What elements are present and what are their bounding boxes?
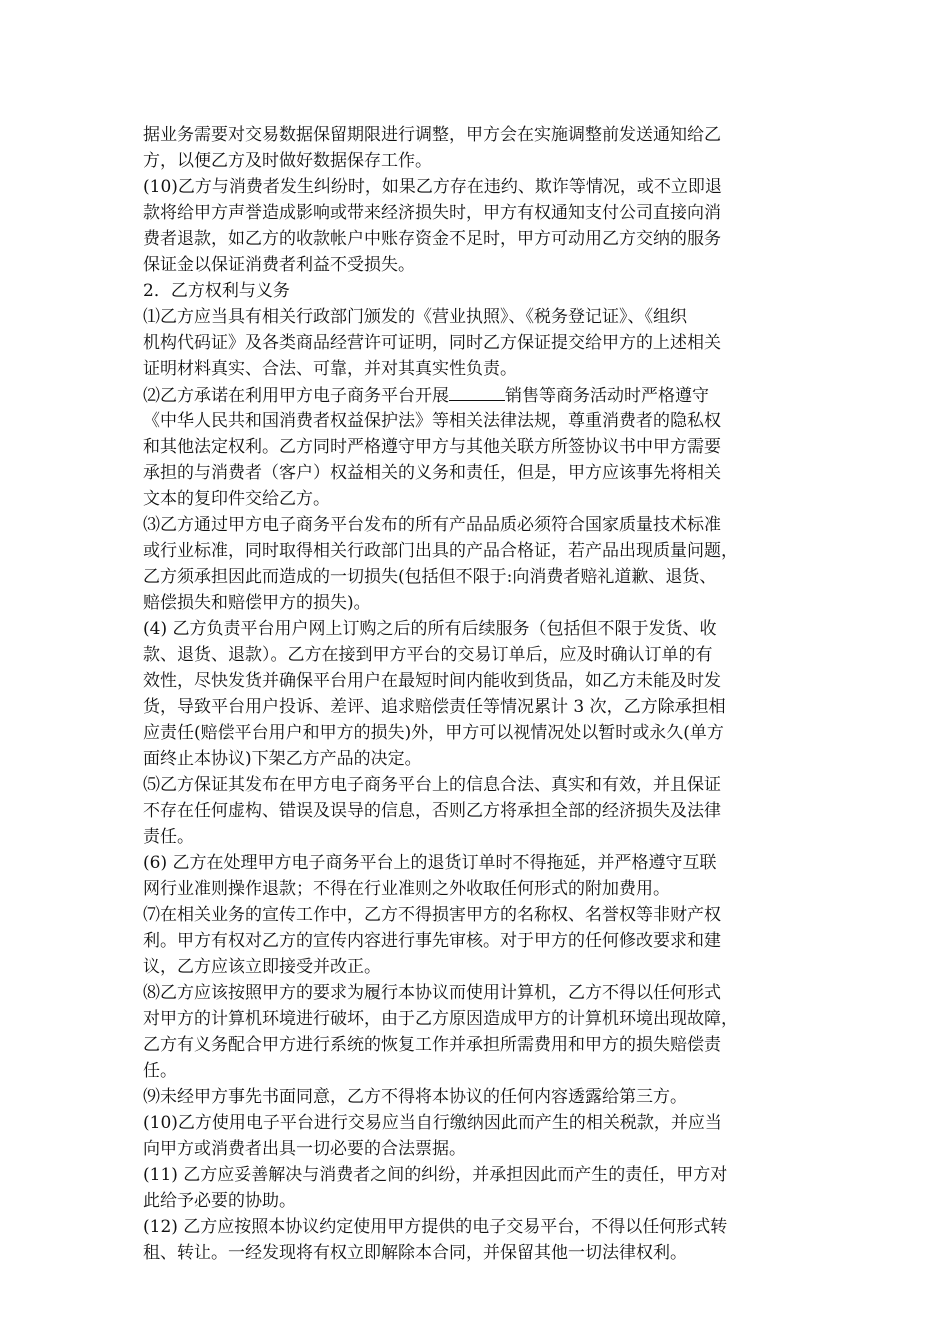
text-line: 款、退货、退款）。乙方在接到甲方平台的交易订单后，应及时确认订单的有 [143, 645, 713, 665]
text-line: 款将给甲方声誉造成影响或带来经济损失时，甲方有权通知支付公司直接向消 [143, 203, 721, 223]
text-line: ⑺在相关业务的宣传工作中，乙方不得损害甲方的名称权、名誉权等非财产权 [143, 905, 721, 925]
text-line: (11) 乙方应妥善解决与消费者之间的纠纷，并承担因此而产生的责任，甲方对 [143, 1165, 728, 1185]
text-line: 此给予必要的协助。 [143, 1191, 296, 1211]
text-line: 保证金以保证消费者利益不受损失。 [143, 255, 415, 275]
text-segment: ⑵乙方承诺在利用甲方电子商务平台开展 [143, 386, 449, 406]
text-line: 效性，尽快发货并确保平台用户在最短时间内能收到货品，如乙方未能及时发 [143, 671, 721, 691]
text-line: (6) 乙方在处理甲方电子商务平台上的退货订单时不得拖延，并严格遵守互联 [143, 853, 717, 873]
text-line: 货，导致平台用户投诉、差评、追求赔偿责任等情况累计 3 次，乙方除承担相 [143, 697, 726, 717]
text-line: 费者退款，如乙方的收款帐户中账存资金不足时，甲方可动用乙方交纳的服务 [143, 229, 721, 249]
text-line: 议，乙方应该立即接受并改正。 [143, 957, 381, 977]
text-segment: 销售等商务活动时严格遵守 [505, 386, 709, 406]
section-heading: 2．乙方权利与义务 [143, 281, 290, 301]
text-line: 乙方有义务配合甲方进行系统的恢复工作并承担所需费用和甲方的损失赔偿责 [143, 1035, 721, 1055]
text-line: (4) 乙方负责平台用户网上订购之后的所有后续服务（包括但不限于发货、收 [143, 619, 717, 639]
text-line: 或行业标准，同时取得相关行政部门出具的产品合格证，若产品出现质量问题， [143, 541, 738, 561]
text-line: 利。甲方有权对乙方的宣传内容进行事先审核。对于甲方的任何修改要求和建 [143, 931, 721, 951]
text-line: 乙方须承担因此而造成的一切损失(包括但不限于:向消费者赔礼道歉、退货、 [143, 567, 717, 587]
text-line-with-blank [143, 382, 815, 408]
text-line: 赔偿损失和赔偿甲方的损失)。 [143, 593, 371, 613]
text-line: 证明材料真实、合法、可靠，并对其真实性负责。 [143, 359, 517, 379]
text-line: 和其他法定权利。乙方同时严格遵守甲方与其他关联方所签协议书中甲方需要 [143, 437, 721, 457]
text-line: (10)乙方与消费者发生纠纷时，如果乙方存在违约、欺诈等情况，或不立即退 [143, 177, 722, 197]
text-line: ⑼未经甲方事先书面同意，乙方不得将本协议的任何内容透露给第三方。 [143, 1087, 687, 1107]
document-body [143, 122, 815, 1266]
fill-in-blank [449, 382, 505, 401]
text-line: 文本的复印件交给乙方。 [143, 489, 330, 509]
text-line: ⑸乙方保证其发布在甲方电子商务平台上的信息合法、真实和有效，并且保证 [143, 775, 721, 795]
text-line: 租、转让。一经发现将有权立即解除本合同，并保留其他一切法律权利。 [143, 1243, 687, 1263]
text-line: 责任。 [143, 827, 194, 847]
text-line: (12) 乙方应按照本协议约定使用甲方提供的电子交易平台，不得以任何形式转 [143, 1217, 728, 1237]
text-line: ⑻乙方应该按照甲方的要求为履行本协议而使用计算机，乙方不得以任何形式 [143, 983, 721, 1003]
text-line: 方，以便乙方及时做好数据保存工作。 [143, 151, 432, 171]
text-line: 应责任(赔偿平台用户和甲方的损失)外，甲方可以视情况处以暂时或永久(单方 [143, 723, 724, 743]
text-line: 任。 [143, 1061, 177, 1081]
text-line: 对甲方的计算机环境进行破坏，由于乙方原因造成甲方的计算机环境出现故障， [143, 1009, 738, 1029]
text-line: 机构代码证》及各类商品经营许可证明，同时乙方保证提交给甲方的上述相关 [143, 333, 721, 353]
text-line: (10)乙方使用电子平台进行交易应当自行缴纳因此而产生的相关税款，并应当 [143, 1113, 722, 1133]
text-line: 据业务需要对交易数据保留期限进行调整，甲方会在实施调整前发送通知给乙 [143, 125, 721, 145]
text-line: 向甲方或消费者出具一切必要的合法票据。 [143, 1139, 466, 1159]
text-line: 《中华人民共和国消费者权益保护法》等相关法律法规，尊重消费者的隐私权 [143, 411, 721, 431]
text-line: 面终止本协议)下架乙方产品的决定。 [143, 749, 422, 769]
text-line: 承担的与消费者（客户）权益相关的义务和责任，但是，甲方应该事先将相关 [143, 463, 721, 483]
text-line: ⑶乙方通过甲方电子商务平台发布的所有产品品质必须符合国家质量技术标准 [143, 515, 721, 535]
text-line: 网行业准则操作退款；不得在行业准则之外收取任何形式的附加费用。 [143, 879, 670, 899]
text-line: ⑴乙方应当具有相关行政部门颁发的《营业执照》、《税务登记证》、《组织 [143, 307, 687, 327]
text-line: 不存在任何虚构、错误及误导的信息，否则乙方将承担全部的经济损失及法律 [143, 801, 721, 821]
